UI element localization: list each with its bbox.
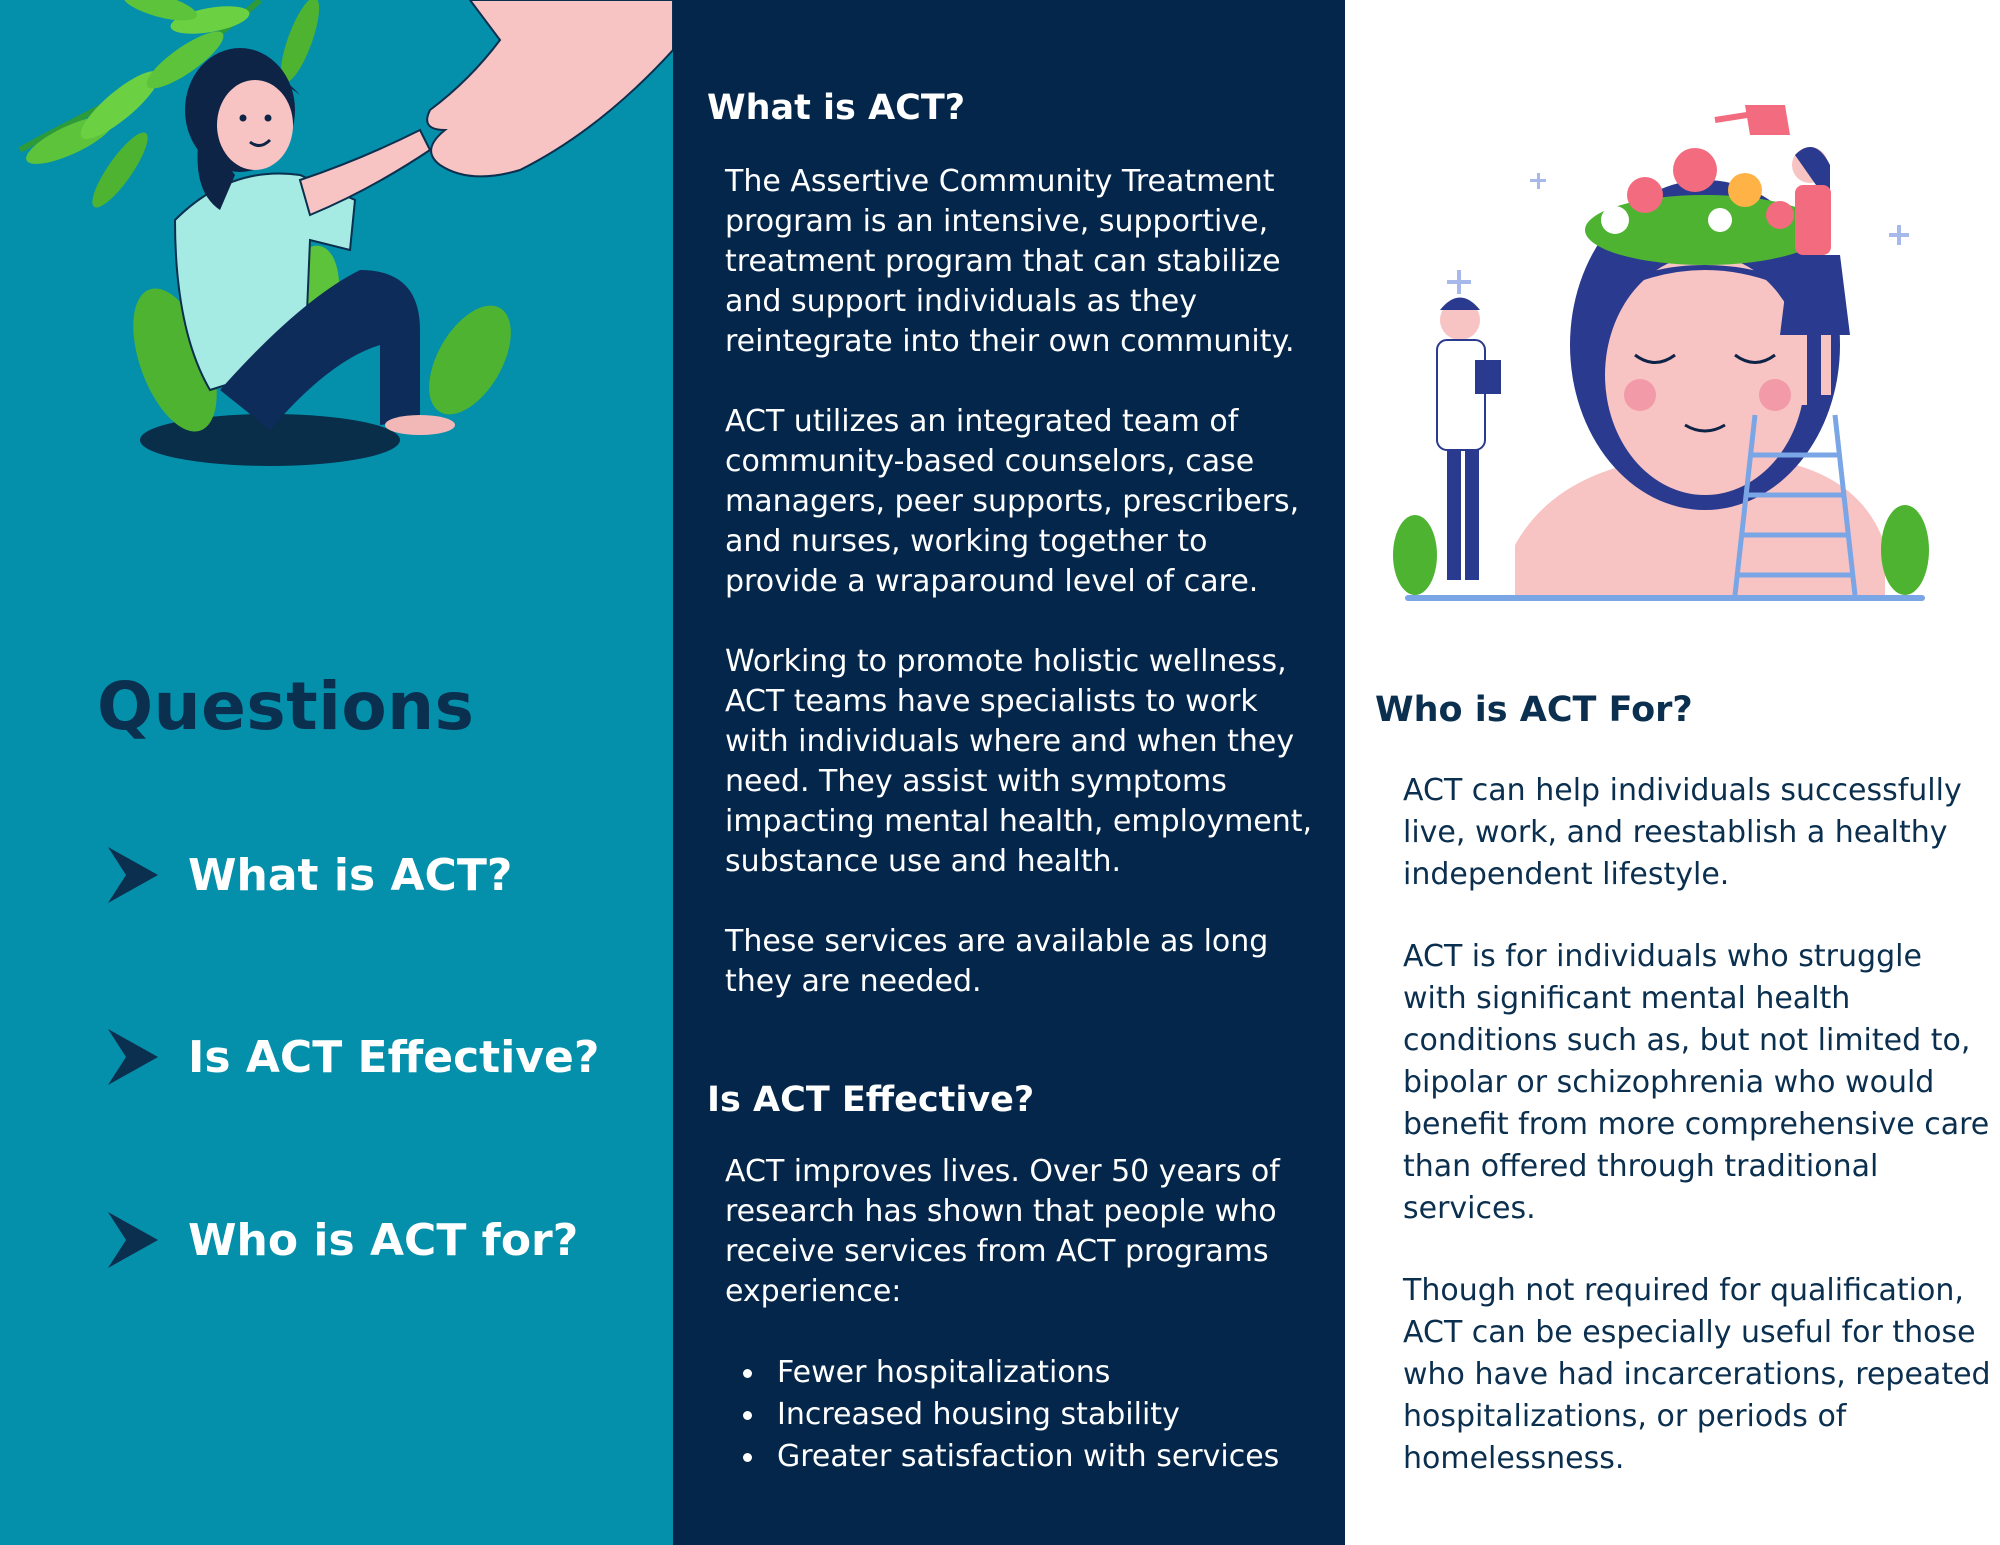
who-is-act-for-body xyxy=(1403,770,1993,1520)
what-is-act-heading: What is ACT? xyxy=(707,88,966,128)
who-is-act-for-heading: Who is ACT For? xyxy=(1375,690,1693,730)
helping-hand-illustration xyxy=(0,0,673,480)
question-item-is-act-effective[interactable] xyxy=(108,1029,599,1085)
chevron-arrow-icon xyxy=(108,847,158,903)
question-label: Is ACT Effective? xyxy=(188,1031,600,1083)
paragraph: ACT is for individuals who struggle with significant mental health conditions such as, but not limited to, bipolar or schizophrenia who would benefit from more comprehensive care than offered through traditional services. xyxy=(1403,939,1990,1226)
question-item-who-is-act-for[interactable] xyxy=(108,1212,578,1268)
is-act-effective-body xyxy=(725,1152,1325,1478)
who-is-act-for-panel xyxy=(1345,0,2000,1545)
paragraph: ACT improves lives. Over 50 years of research has shown that people who receive services from ACT programs experience: xyxy=(725,1154,1280,1309)
mental-wellness-illustration xyxy=(1385,75,1945,615)
paragraph: ACT utilizes an integrated team of community-based counselors, case managers, peer supports, prescribers, and nurses, working together to provide a wraparound level of care. xyxy=(725,404,1300,599)
info-panel xyxy=(673,0,1345,1545)
questions-heading: Questions xyxy=(97,668,475,745)
list-item: Increased housing stability xyxy=(725,1394,1325,1436)
what-is-act-body xyxy=(725,162,1325,1042)
doctor-figure xyxy=(1437,298,1501,581)
paragraph: Working to promote holistic wellness, ACT teams have specialists to work with individuals where and when they need. They assist with symptoms impacting mental health, employment, substance use and health. xyxy=(725,644,1313,879)
chevron-arrow-icon xyxy=(108,1029,158,1085)
paragraph: Though not required for qualification, ACT can be especially useful for those who have had incarcerations, repeated hospitalizations, or periods of homelessness. xyxy=(1403,1273,1991,1476)
is-act-effective-heading: Is ACT Effective? xyxy=(707,1080,1035,1120)
question-label: Who is ACT for? xyxy=(188,1214,579,1266)
list-item: Fewer hospitalizations xyxy=(725,1352,1325,1394)
paragraph: These services are available as long they are needed. xyxy=(725,924,1269,999)
questions-panel xyxy=(0,0,673,1545)
paragraph: The Assertive Community Treatment program is an intensive, supportive, treatment program that can stabilize and support individuals as they reintegrate into their own community. xyxy=(725,164,1295,359)
question-label: What is ACT? xyxy=(188,849,513,901)
paragraph: ACT can help individuals successfully live, work, and reestablish a healthy independent lifestyle. xyxy=(1403,773,1962,892)
flower-bouquet xyxy=(1585,148,1825,265)
chevron-arrow-icon xyxy=(108,1212,158,1268)
list-item: Greater satisfaction with services xyxy=(725,1436,1325,1478)
question-item-what-is-act[interactable] xyxy=(108,847,512,903)
benefits-list xyxy=(725,1352,1325,1478)
